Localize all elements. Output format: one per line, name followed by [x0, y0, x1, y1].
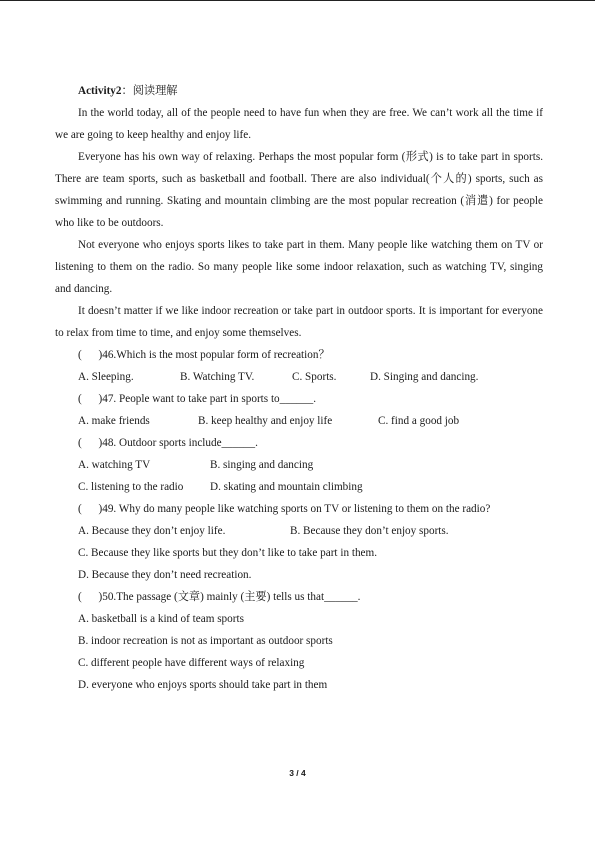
option-row [55, 652, 543, 674]
option-c: C. Sports. [292, 371, 337, 383]
option-row [55, 454, 543, 476]
option-a: A. Sleeping. [78, 371, 134, 383]
option-c: C. different people have different ways of relaxing [78, 657, 305, 669]
document-body [55, 80, 543, 696]
option-row [55, 366, 543, 388]
option-row [55, 542, 543, 564]
option-b: B. Watching TV. [180, 371, 255, 383]
option-row [55, 564, 543, 586]
question-stem: ( )49. Why do many people like watching sports on TV or listening to them on the radio? [78, 503, 491, 515]
option-row [55, 608, 543, 630]
option-c: C. listening to the radio [78, 481, 184, 493]
top-rule [0, 0, 595, 1]
option-a: A. Because they don’t enjoy life. [78, 525, 226, 537]
activity-label: Activity2 [78, 85, 122, 97]
option-row [55, 476, 543, 498]
option-b: B. indoor recreation is not as important as outdoor sports [78, 635, 333, 647]
heading-separator: ： [121, 85, 133, 97]
activity-heading [55, 80, 543, 102]
question-stem: ( )50.The passage (文章) mainly (主要) tells us that______. [78, 591, 361, 603]
passage-paragraph: In the world today, all of the people need to have fun when they are free. We can’t work all the time if we are going to keep healthy and enjoy life. [55, 107, 543, 141]
option-row [55, 520, 543, 542]
page-number: 3 / 4 [289, 768, 306, 778]
activity-title: 阅读理解 [132, 85, 178, 97]
question-stem: ( )47. People want to take part in sports to______. [78, 393, 317, 405]
question-stem: ( )48. Outdoor sports include______. [78, 437, 258, 449]
passage-paragraph: Not everyone who enjoys sports likes to take part in them. Many people like watching them on TV or listening to them on the radio. So many people like some indoor relaxation, such as watching TV, singing and dancing. [55, 239, 543, 295]
option-a: A. basketball is a kind of team sports [78, 613, 244, 625]
option-b: B. Because they don’t enjoy sports. [290, 525, 449, 537]
option-d: D. Singing and dancing. [370, 371, 479, 383]
option-c: C. Because they like sports but they don’t like to take part in them. [78, 547, 377, 559]
question-stem: ( )46.Which is the most popular form of recreation？ [78, 349, 330, 361]
option-b: B. keep healthy and enjoy life [198, 415, 333, 427]
passage-paragraph: Everyone has his own way of relaxing. Perhaps the most popular form (形式) is to take part in sports. There are team sports, such as basketball and football. There are also individual(个人的) sports, such as swimming and running. Skating and mountain climbing are the most popular recreation (消遣) for people who like to be outdoors. [55, 151, 543, 229]
option-row [55, 630, 543, 652]
option-d: D. Because they don’t need recreation. [78, 569, 252, 581]
option-c: C. find a good job [378, 415, 460, 427]
option-row [55, 674, 543, 696]
option-row [55, 410, 543, 432]
option-b: B. singing and dancing [210, 459, 314, 471]
passage-paragraph: It doesn’t matter if we like indoor recreation or take part in outdoor sports. It is important for everyone to relax from time to time, and enjoy some themselves. [55, 305, 543, 339]
option-d: D. everyone who enjoys sports should take part in them [78, 679, 328, 691]
option-a: A. make friends [78, 415, 150, 427]
option-d: D. skating and mountain climbing [210, 481, 363, 493]
option-a: A. watching TV [78, 459, 151, 471]
